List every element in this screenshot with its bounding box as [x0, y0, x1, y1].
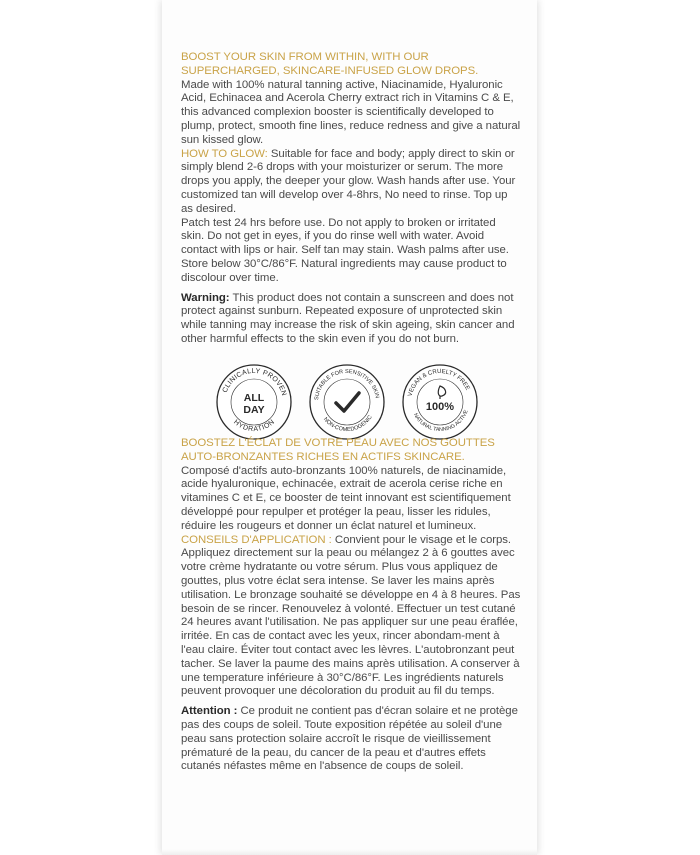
badge3-ring-bottom: NATURAL TANNING ACTIVE — [411, 409, 470, 434]
fr-attention-label: Attention : — [181, 705, 238, 718]
fr-heading-line1: BOOSTEZ L'ÉCLAT DE VOTRE PEAU AVEC NOS GOUTTES — [181, 437, 495, 449]
badge2-ring-top: SUITABLE FOR SENSITIVE SKIN — [314, 368, 380, 401]
fr-how-to — [181, 534, 521, 700]
badge2-ring-bottom: NON-COMEDOGENIC — [321, 414, 374, 434]
fr-description: Composé d'actifs auto-bronzants 100% naturels, de niacinamide, acide hyaluronique, echinacée, extrait de acerola cerise riche en vitamines C et E, ce booster de teint innovant est scientifiquement développé pour repulper et protéger la peau, lisser les ridules, réduire les rougeurs et donner un éclat naturel et lumineux. — [181, 464, 511, 532]
english-section — [181, 51, 521, 347]
fr-how-to-label: CONSEILS D'APPLICATION : — [181, 533, 332, 546]
en-how-to — [181, 148, 521, 217]
en-heading-line1: BOOST YOUR SKIN FROM WITHIN, WITH OUR — [181, 51, 429, 63]
fr-heading-line2: AUTO-BRONZANTES RICHES EN ACTIFS SKINCARE. — [181, 450, 465, 463]
en-warning — [181, 292, 521, 347]
en-patch-test: Patch test 24 hrs before use. Do not apply to broken or irritated skin. Do not get in eyes, if you do rinse well with water. Avoid contact with lips or hair. Self tan may stain. Wash palms after use. Store below 30°C/86°F. Natural ingredients may cause product to discolour over time. — [181, 216, 509, 284]
badge1-center-line1: ALL — [243, 392, 265, 404]
sensitive-skin-badge — [307, 362, 387, 442]
french-section — [181, 437, 521, 774]
fr-how-to-text: Convient pour le visage et le corps. Appliquez directement sur la peau ou mélangez 2 à 6 gouttes avec votre crème hydratante ou votre sérum. Plus vous appliquez de gouttes, plus votre éclat sera intense. Se laver les mains après utilisation. Le bronzage souhaité se développe en 4 à 8 heures. Pas besoin de se rincer. Renouvelez à volonté. Effectuer un test cutané 24 heures avant l'utilisation. Ne pas appliquer sur une peau éraflée, irritée. En cas de contact avec les yeux, rincer abondam-ment à l'eau claire. Éviter tout contact avec les lèvres. L'autobronzant peut tacher. Se laver la paume des mains après utilisation. A conserver à une temperature inférieure à 30°C/86°F. Les ingrédients naturels peuvent provoquer une décoloration du produit au fil du temps. — [181, 533, 521, 698]
en-heading-line2: SUPERCHARGED, SKINCARE-INFUSED GLOW DROPS. — [181, 64, 479, 77]
all-day-hydration-badge — [214, 362, 294, 442]
badge3-center: 100% — [425, 401, 455, 413]
badge1-ring-bottom: HYDRATION — [232, 418, 277, 434]
en-how-to-text: Suitable for face and body; apply direct to skin or simply blend 2-6 drops with your moisturizer or serum. The more drops you apply, the deeper your glow. Wash hands after use. Your customized tan will develop over 4-8hrs, No need to rinse. Top up as desired. — [181, 147, 516, 215]
badge1-center-line2: DAY — [243, 404, 265, 416]
vegan-cruelty-free-badge — [400, 362, 480, 442]
fr-attention — [181, 705, 521, 774]
fr-attention-text: Ce produit ne contient pas d'écran solaire et ne protège pas des coups de soleil. Toute exposition répétée au soleil d'une peau sans protection solaire accroît le risque de vieillissement prématuré de la peau, du cancer de la peau et d'autres effets cutanés néfastes même en l'absence de coups de soleil. — [181, 705, 518, 773]
en-warning-text: This product does not contain a sunscreen and does not protect against sunburn. Repeated exposure of unprotected skin while tanning may increase the risk of skin ageing, skin cancer and other harmful effects to the skin even if you do not burn. — [181, 291, 515, 345]
en-heading — [181, 51, 521, 79]
en-how-to-label: HOW TO GLOW: — [181, 147, 268, 160]
certification-badges — [214, 362, 480, 442]
en-warning-label: Warning: — [181, 291, 230, 304]
fr-heading — [181, 437, 521, 465]
badge3-ring-top: VEGAN & CRUELTY FREE — [407, 368, 471, 398]
en-description: Made with 100% natural tanning active, Niacinamide, Hyaluronic Acid, Echinacea and Acerola Cherry extract rich in Vitamins C & E, this advanced complexion booster is scientifically developed to plump, protect, smooth fine lines, reduce redness and give a natural sun kissed glow. — [181, 78, 521, 146]
badge1-ring-top: CLINICALLY PROVEN — [221, 367, 288, 397]
